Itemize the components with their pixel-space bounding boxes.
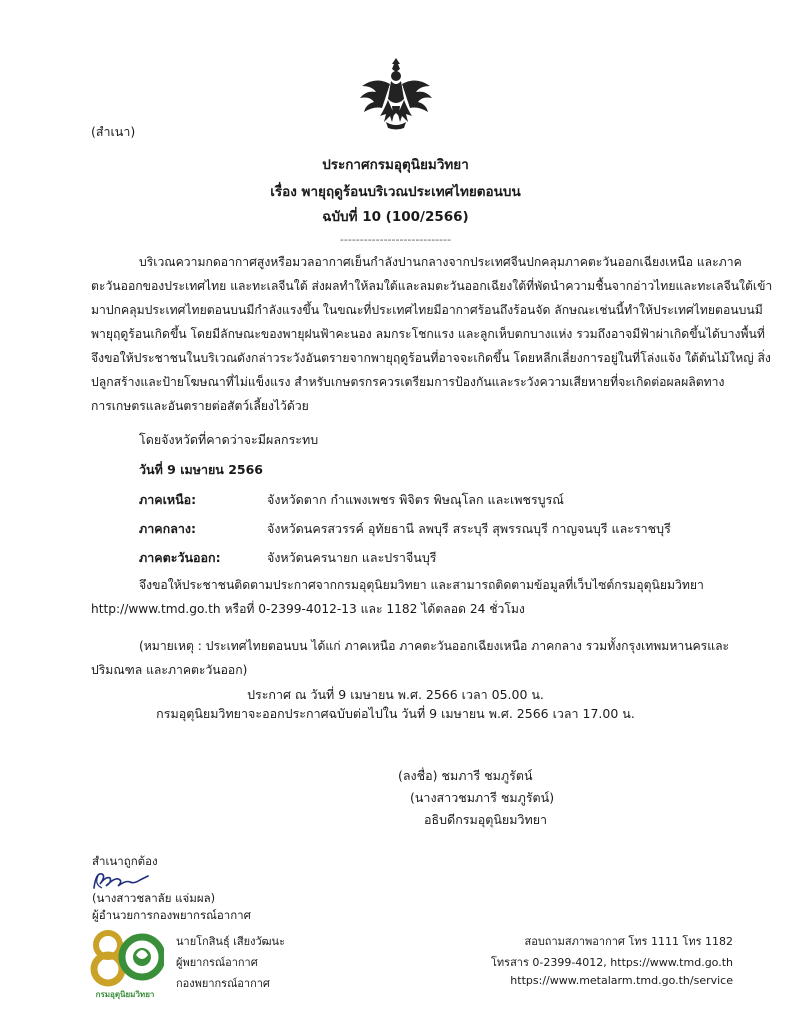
date-heading: วันที่ 9 เมษายน 2566: [139, 462, 263, 477]
affected-intro: โดยจังหวัดที่คาดว่าจะมีผลกระทบ: [139, 432, 319, 447]
divider: ----------------------------: [339, 233, 452, 246]
announcement-number: ฉบับที่ 10 (100/2566): [322, 209, 469, 225]
signed-line: (ลงชื่อ) ชมภารี ชมภูรัตน์: [398, 768, 533, 783]
region-provinces-north: จังหวัดตาก กำแพงเพชร พิจิตร พิษณุโลก และเพชรบูรณ์: [267, 492, 564, 507]
signer-position: อธิบดีกรมอุตุนิยมวิทยา: [424, 812, 548, 827]
paragraph-line: http://www.tmd.go.th หรือที่ 0-2399-4012-13 และ 1182 ได้ตลอด 24 ชั่วโมง: [91, 602, 525, 616]
main-paragraph: [91, 250, 773, 418]
paragraph-line: จึงขอให้ประชาชนในบริเวณดังกล่าวระวังอันตรายจากพายุฤดูร้อนที่อาจจะเกิดขึ้น โดยหลีกเลี่ยงการอยู่ในที่โล่งแจ้ง ใต้ต้นไม้ใหญ่ สิ่ง: [91, 351, 771, 365]
contact-phone: สอบถามสภาพอากาศ โทร 1111 โทร 1182: [524, 935, 733, 948]
tmd-80-anniversary-logo-icon: [86, 925, 164, 1005]
next-issue-line: กรมอุตุนิยมวิทยาจะออกประกาศฉบับต่อไปใน วันที่ 9 เมษายน พ.ศ. 2566 เวลา 17.00 น.: [156, 706, 635, 721]
paragraph-line: จึงขอให้ประชาชนติดตามประกาศจากกรมอุตุนิยมวิทยา และสามารถติดตามข้อมูลที่เว็บไซต์กรมอุตุนิยมวิทยา: [139, 578, 704, 592]
logo-text: กรมอุตุนิยมวิทยา: [95, 990, 155, 999]
region-label-north: ภาคเหนือ:: [139, 492, 197, 507]
certifier-name: (นางสาวชลาลัย แจ่มผล): [92, 891, 216, 905]
forecaster-name: นายโกสินธุ์ เสียงวัฒนะ: [176, 935, 285, 948]
issued-line: ประกาศ ณ วันที่ 9 เมษายน พ.ศ. 2566 เวลา 05.00 น.: [247, 687, 544, 702]
paragraph-line: บริเวณความกดอากาศสูงหรือมวลอากาศเย็นกำลังปานกลางจากประเทศจีนปกคลุมภาคตะวันออกเฉียงเหนือ และภาค: [139, 255, 742, 269]
paragraph-line: มาปกคลุมประเทศไทยตอนบนมีกำลังแรงขึ้น ในขณะที่ประเทศไทยมีอากาศร้อนถึงร้อนจัด ลักษณะเช่นนี้ทำให้ประเทศไทยตอนบนมี: [91, 303, 763, 317]
announcement-subject: เรื่อง พายุฤดูร้อนบริเวณประเทศไทยตอนบน: [270, 184, 521, 200]
garuda-emblem-icon: [356, 54, 436, 134]
region-provinces-central: จังหวัดนครสวรรค์ อุทัยธานี ลพบุรี สระบุรี สุพรรณบุรี กาญจนบุรี และราชบุรี: [267, 521, 671, 536]
forecaster-dept: กองพยากรณ์อากาศ: [176, 977, 270, 990]
region-label-central: ภาคกลาง:: [139, 521, 196, 536]
contact-fax-link[interactable]: โทรสาร 0-2399-4012, https://www.tmd.go.th: [491, 956, 733, 969]
handwritten-signature-icon: [90, 868, 162, 892]
paragraph-line: ปริมณฑล และภาคตะวันออก): [91, 663, 248, 677]
region-label-east: ภาคตะวันออก:: [139, 550, 221, 565]
copy-label: (สำเนา): [91, 124, 136, 139]
certified-label: สำเนาถูกต้อง: [92, 854, 158, 868]
note-paragraph: [91, 634, 729, 682]
signer-name: (นางสาวชมภารี ชมภูรัตน์): [410, 790, 555, 805]
paragraph-line: (หมายเหตุ : ประเทศไทยตอนบน ได้แก่ ภาคเหนือ ภาคตะวันออกเฉียงเหนือ ภาคกลาง รวมทั้งกรุงเทพมหานครและ: [139, 639, 730, 653]
region-provinces-east: จังหวัดนครนายก และปราจีนบุรี: [267, 550, 437, 565]
contact-web-link[interactable]: https://www.metalarm.tmd.go.th/service: [510, 974, 733, 987]
paragraph-line: พายุฤดูร้อนเกิดขึ้น โดยมีลักษณะของพายุฝนฟ้าคะนอง ลมกระโชกแรง และลูกเห็บตกบางแห่ง รวมถึงอาจมีฟ้าผ่าเกิดขึ้นได้บางพื้นที่: [91, 327, 765, 341]
contact-paragraph: [91, 573, 704, 621]
certifier-position: ผู้อำนวยการกองพยากรณ์อากาศ: [92, 908, 251, 922]
paragraph-line: ปลูกสร้างและป้ายโฆษณาที่ไม่แข็งแรง สำหรับเกษตรกรควรเตรียมการป้องกันและระวังความเสียหายที่จะเกิดต่อผลผลิตทาง: [91, 375, 725, 389]
forecaster-role: ผู้พยากรณ์อากาศ: [176, 956, 258, 969]
paragraph-line: การเกษตรและอันตรายต่อสัตว์เลี้ยงไว้ด้วย: [91, 399, 309, 413]
paragraph-line: ตะวันออกของประเทศไทย และทะเลจีนใต้ ส่งผลทำให้ลมใต้และลมตะวันออกเฉียงใต้ที่พัดนำความชื้นจากอ่าวไทยและทะเลจีนใต้เข้า: [91, 279, 773, 293]
announcement-title: ประกาศกรมอุตุนิยมวิทยา: [322, 157, 469, 173]
